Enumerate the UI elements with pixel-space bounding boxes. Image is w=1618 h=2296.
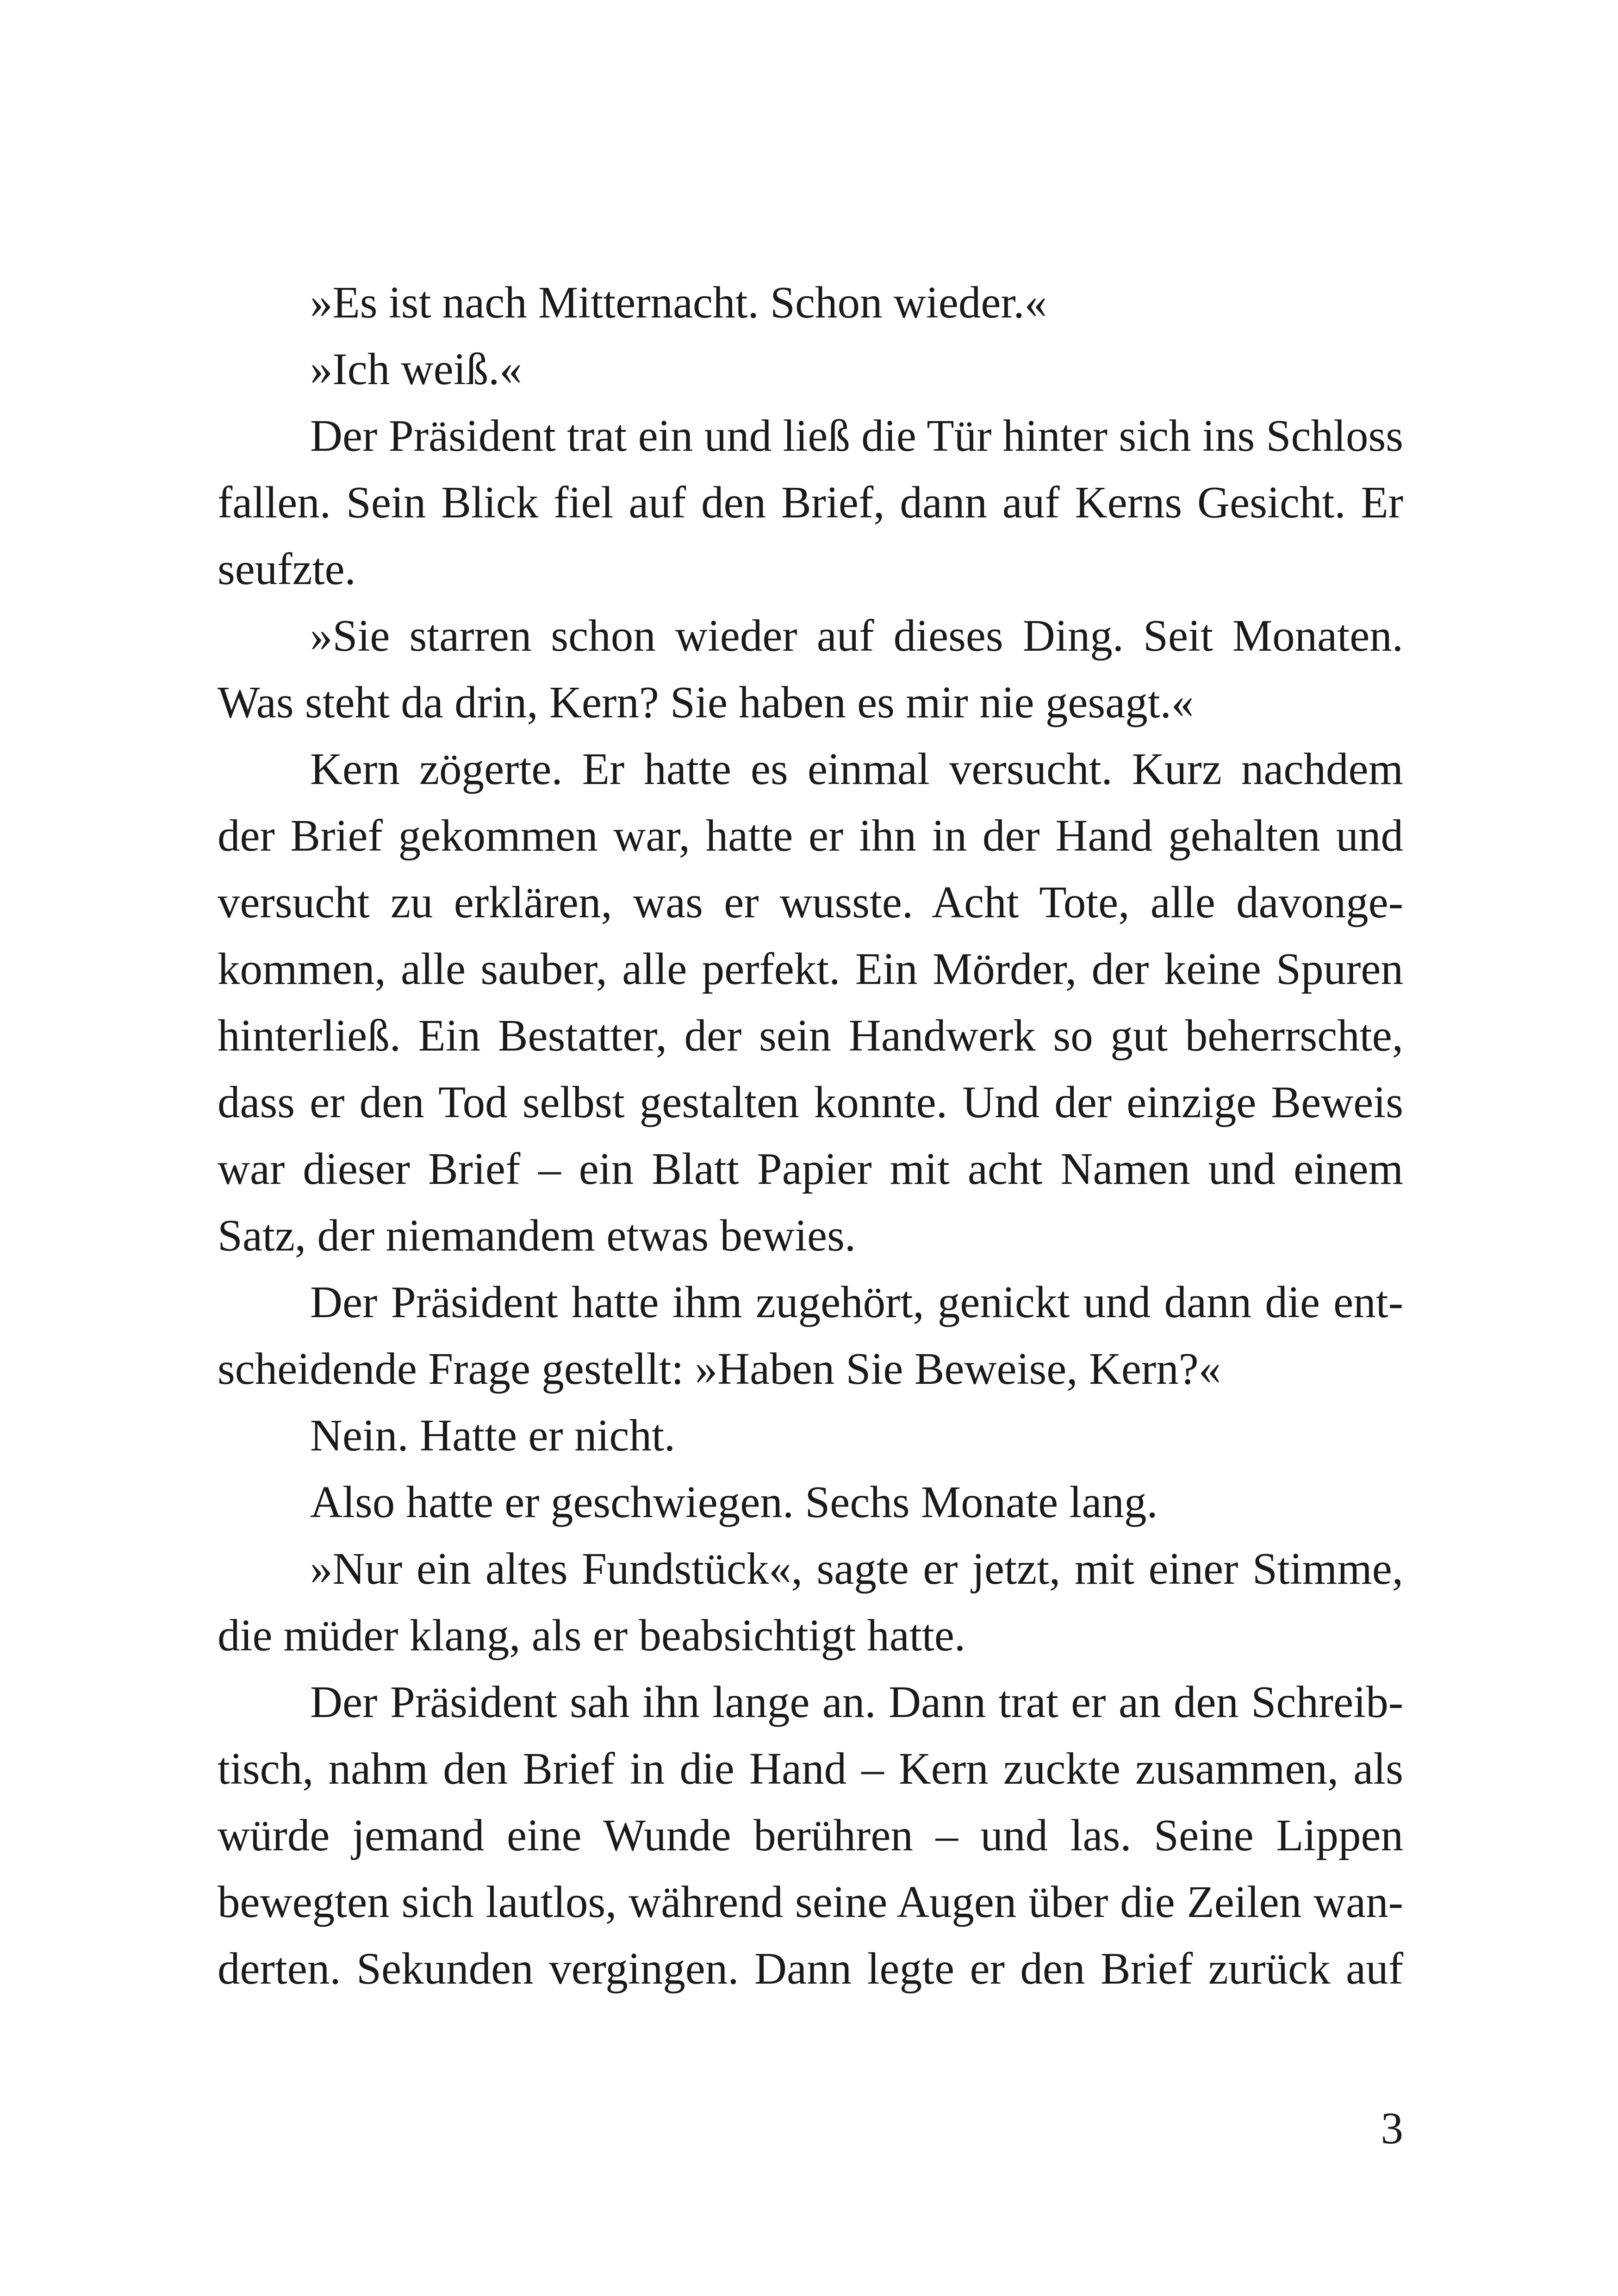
text-line: »Sie starren schon wieder auf dieses Ding. Seit Monaten.	[310, 611, 1403, 660]
text-line: die müder klang, als er beabsichtigt hatte.	[218, 1611, 966, 1660]
text-line: Der Präsident trat ein und ließ die Tür hinter sich ins Schloss	[310, 411, 1403, 460]
text-line: versucht zu erklären, was er wusste. Acht Tote, alle davonge-	[218, 877, 1403, 927]
text-line: Kern zögerte. Er hatte es einmal versucht. Kurz nachdem	[310, 744, 1403, 794]
page-number: 3	[1381, 2103, 1403, 2153]
text-line: tisch, nahm den Brief in die Hand – Kern zuckte zusammen, als	[218, 1744, 1403, 1793]
text-line: kommen, alle sauber, alle perfekt. Ein Mörder, der keine Spuren	[218, 944, 1403, 994]
text-line: seufzte.	[218, 544, 356, 594]
text-line: Der Präsident sah ihn lange an. Dann trat er an den Schreib-	[310, 1677, 1403, 1727]
text-line: scheidende Frage gestellt: »Haben Sie Beweise, Kern?«	[218, 1344, 1221, 1394]
text-line: fallen. Sein Blick fiel auf den Brief, dann auf Kerns Gesicht. Er	[218, 478, 1403, 527]
text-line: dass er den Tod selbst gestalten konnte. Und der einzige Beweis	[218, 1077, 1403, 1127]
text-line: »Nur ein altes Fundstück«, sagte er jetzt, mit einer Stimme,	[310, 1544, 1403, 1593]
text-line: würde jemand eine Wunde berühren – und las. Seine Lippen	[218, 1811, 1403, 1860]
text-line: »Es ist nach Mitternacht. Schon wieder.«	[310, 278, 1047, 327]
text-line: »Ich weiß.«	[310, 344, 522, 394]
body-text	[218, 269, 1403, 2002]
text-line: Was steht da drin, Kern? Sie haben es mir nie gesagt.«	[218, 678, 1194, 727]
text-line: bewegten sich lautlos, während seine Augen über die Zeilen wan-	[218, 1877, 1403, 1927]
text-line: der Brief gekommen war, hatte er ihn in der Hand gehalten und	[218, 811, 1403, 860]
text-line: Der Präsident hatte ihm zugehört, genickt und dann die ent-	[310, 1277, 1403, 1327]
text-line: Nein. Hatte er nicht.	[310, 1411, 676, 1460]
text-line: war dieser Brief – ein Blatt Papier mit acht Namen und einem	[218, 1144, 1403, 1194]
text-line: hinterließ. Ein Bestatter, der sein Handwerk so gut beherrschte,	[218, 1011, 1403, 1060]
text-line: derten. Sekunden vergingen. Dann legte er den Brief zurück auf	[218, 1944, 1403, 1993]
text-line: Also hatte er geschwiegen. Sechs Monate lang.	[310, 1477, 1158, 1527]
text-line: Satz, der niemandem etwas bewies.	[218, 1211, 856, 1260]
